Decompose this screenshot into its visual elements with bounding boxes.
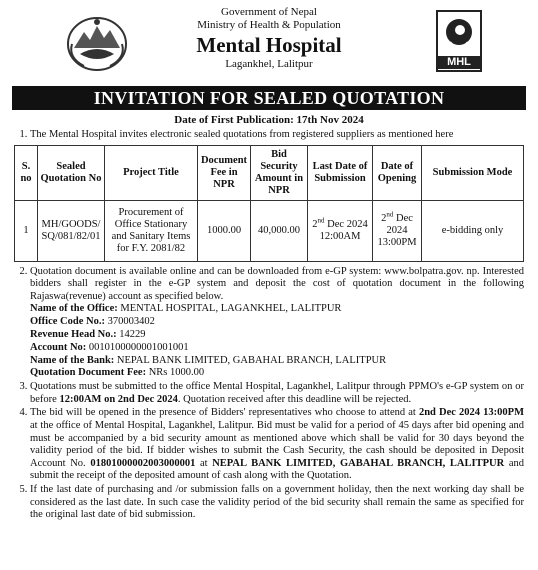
table-header-row	[15, 145, 524, 200]
header-submission-mode: Submission Mode	[422, 145, 524, 200]
item-5-text: If the last date of purchasing and /or submission falls on a government holiday, then the next working day shall be considered as the last date. In such case the validity period of the bid security shall remain the same as specified for the original last date of bid submission.	[30, 483, 524, 521]
office-code-row	[30, 316, 524, 329]
nepal-emblem-icon	[66, 14, 128, 72]
bank-name-row	[30, 355, 524, 368]
item-3-deadline: 12:00AM on 2nd Dec 2024	[59, 393, 178, 405]
government-line: Government of Nepal	[221, 6, 317, 18]
cell-last-date	[308, 200, 373, 261]
item-4-part2: at the office of Mental Hospital, Lagankhel, Lalitpur. Bid must be valid for a period of 45 days after bid opening and must be accompanied by a bid security amount as mentioned above which shall be valid for 30 days beyond the validity period of the bid. If bidder wishes to submit the Cash Security, the cash should be deposited in Deposit Account No.	[30, 419, 524, 469]
office-name-row	[30, 303, 524, 316]
revenue-head-label: Revenue Head No.:	[30, 328, 117, 340]
item-4-part3: at	[195, 457, 213, 469]
header-last-date: Last Date of Submission	[308, 145, 373, 200]
hospital-address: Lagankhel, Lalitpur	[225, 58, 313, 70]
item-2-text: Quotation document is available online and can be downloaded from e-GP system: www.bolpatra.gov. np. Interested bidders shall register in the e-GP system and deposit the cost of quotation document in the following Rajaswa(revenue) account as specified below.	[30, 265, 524, 302]
office-name-value: MENTAL HOSPITAL, LAGANKHEL, LALITPUR	[117, 303, 342, 315]
revenue-head-row	[30, 329, 524, 342]
last-date-rest: Dec 2024 12:00AM	[319, 218, 368, 242]
document-fee-label: Quotation Document Fee:	[30, 367, 147, 379]
account-details	[30, 303, 524, 380]
bank-name-label: Name of the Bank:	[30, 354, 115, 366]
item-4-opening-time: 2nd Dec 2024 13:00PM	[418, 407, 524, 419]
office-name-label: Name of the Office:	[30, 303, 118, 315]
hospital-name: Mental Hospital	[196, 33, 342, 57]
item-3-part1: Quotations must be submitted to the office Mental Hospital, Lagankhel, Lalitpur through PPMO's e-GP system on or before	[30, 381, 524, 405]
office-code-value: 370003402	[104, 316, 155, 328]
item-1	[20, 129, 524, 262]
header-sno: S. no	[15, 145, 38, 200]
item-2	[30, 266, 524, 381]
cell-project-title: Procurement of Office Stationary and Sanitary Items for F.Y. 2081/82	[105, 200, 198, 261]
revenue-head-value: 14229	[116, 328, 146, 340]
header-project-title: Project Title	[105, 145, 198, 200]
last-date-suffix: nd	[317, 216, 325, 225]
cell-sno: 1	[15, 200, 38, 261]
item-4-part1: The bid will be opened in the presence of Bidders' representatives who choose to attend at	[30, 407, 419, 419]
header-bid-security: Bid Security Amount in NPR	[251, 145, 308, 200]
header-document-fee: Document Fee in NPR	[198, 145, 251, 200]
ministry-line: Ministry of Health & Population	[197, 19, 341, 31]
account-no-value: 0010100000001001001	[86, 341, 189, 353]
item-3	[30, 381, 524, 406]
opening-rest: Dec 2024 13:00PM	[377, 212, 417, 248]
item-4-bank: NEPAL BANK LIMITED, GABAHAL BRANCH, LALITPUR	[212, 457, 505, 469]
table-row	[15, 200, 524, 261]
cell-document-fee: 1000.00	[198, 200, 251, 261]
bank-name-value: NEPAL BANK LIMITED, GABAHAL BRANCH, LALITPUR	[114, 354, 387, 366]
mhl-logo	[436, 10, 482, 72]
cell-bid-security: 40,000.00	[251, 200, 308, 261]
item-4-part4: and submit the receipt of the deposited amount of cash along with the Quotation.	[30, 457, 525, 482]
cell-opening-date	[373, 200, 422, 261]
item-1-text: The Mental Hospital invites electronic sealed quotations from registered suppliers as mentioned here	[30, 129, 454, 140]
notice-items	[14, 129, 524, 522]
item-4-deposit-account: 01801000002003000001	[90, 457, 196, 469]
publication-date: Date of First Publication: 17th Nov 2024	[174, 114, 364, 126]
opening-suffix: nd	[386, 210, 394, 219]
quotation-table	[14, 145, 524, 262]
header-opening-date: Date of Opening	[373, 145, 422, 200]
logo-text: MHL	[438, 56, 480, 69]
document-fee-value: NRs 1000.00	[146, 367, 205, 379]
letterhead	[14, 6, 524, 82]
account-no-row	[30, 342, 524, 355]
head-silhouette-icon	[438, 12, 480, 56]
notice-title-banner: INVITATION FOR SEALED QUOTATION	[12, 86, 526, 110]
cell-submission-mode: e-bidding only	[422, 200, 524, 261]
opening-day: 2	[381, 212, 387, 224]
account-no-label: Account No:	[30, 341, 87, 353]
document-fee-row	[30, 367, 524, 380]
office-code-label: Office Code No.:	[30, 316, 105, 328]
last-date-day: 2	[312, 218, 318, 230]
cell-quotation-no: MH/GOODS/ SQ/081/82/01	[38, 200, 105, 261]
item-4	[30, 407, 524, 483]
item-3-part2: . Quotation received after this deadline will be rejected.	[177, 393, 412, 405]
header-quotation-no: Sealed Quotation No	[38, 145, 105, 200]
item-5	[30, 484, 524, 522]
